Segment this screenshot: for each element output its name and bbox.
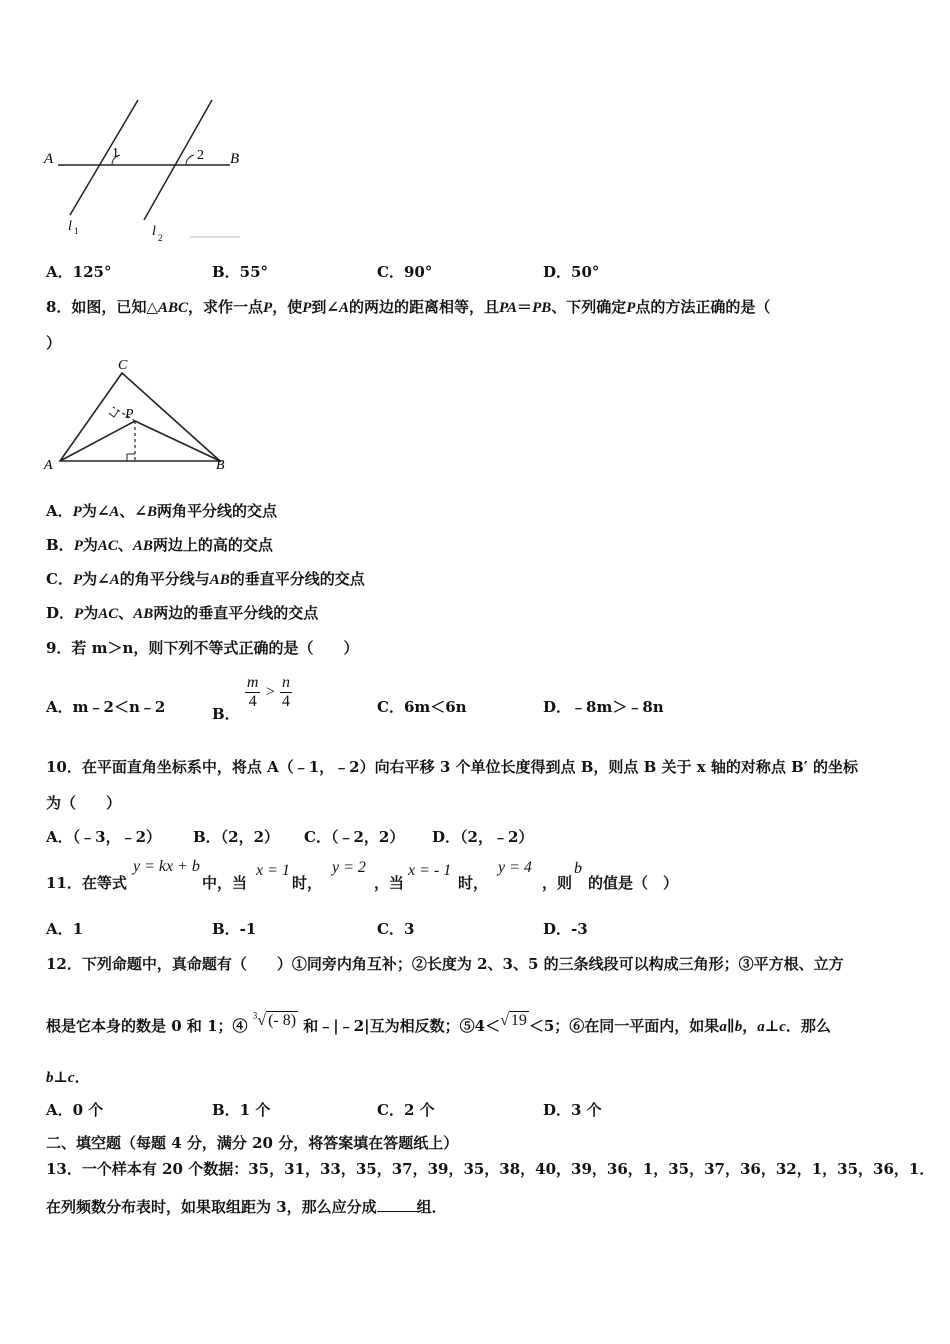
- answer-blank[interactable]: [377, 1197, 417, 1212]
- q11-text: ，当: [374, 874, 405, 892]
- radicand: 19: [510, 1012, 527, 1029]
- q11-option-b: B．-1: [212, 920, 257, 938]
- var-b: B: [146, 504, 157, 520]
- segment-pb: [135, 421, 220, 461]
- q12-text: ．那么: [785, 1017, 831, 1035]
- right-angle-mark-ab: [127, 454, 135, 461]
- q9-option-d: D．﹣8m＞﹣8n: [543, 698, 664, 716]
- q8-text: 8．如图，已知△: [46, 298, 158, 316]
- q8-var-p: P: [626, 300, 636, 316]
- q11-x-eq-1: x = 1: [256, 862, 290, 879]
- sqrt-expression: √ 19: [500, 1012, 527, 1029]
- label-angle-1: 1: [112, 146, 119, 161]
- q12-option-d: D．3 个: [543, 1101, 602, 1119]
- section-2-title: 二、填空题（每题 4 分，满分 20 分，将答案填在答题纸上）: [46, 1134, 459, 1152]
- q12-option-a: A．0 个: [46, 1101, 104, 1119]
- q11-option-c: C．3: [377, 920, 415, 938]
- q7-parallel-lines-figure: [40, 95, 255, 245]
- q11-equation: y = kx + b: [133, 858, 200, 875]
- q12-text: ＜5；⑥在同一平面内，如果: [528, 1017, 720, 1035]
- var-p: P: [74, 606, 84, 622]
- denominator: 4: [281, 693, 290, 710]
- q8-text: ，求作一点: [188, 298, 264, 316]
- option-text: 、∠: [119, 502, 147, 520]
- relation: >: [265, 683, 275, 701]
- q11-option-a: A．1: [46, 920, 84, 938]
- right-angle-mark-ac: [109, 411, 118, 417]
- q11-text: ，则: [542, 874, 573, 892]
- q12-text: ，: [742, 1017, 758, 1035]
- q8-var-p: P: [263, 300, 273, 316]
- q11-stem: 11．在等式: [46, 874, 127, 892]
- q9-option-c: C．6m＜6n: [377, 698, 467, 716]
- q8-text: 点的方法正确的是（: [635, 298, 771, 316]
- q13-stem-line2: [46, 1196, 447, 1217]
- option-text: 为: [83, 604, 99, 622]
- option-prefix: A．: [46, 502, 73, 520]
- cube-root-expression: $^3$√ (- 8): [252, 1010, 297, 1029]
- fraction-n-over-4: [280, 674, 292, 711]
- option-text: 为∠: [82, 570, 110, 588]
- q12-option-c: C．2 个: [377, 1101, 435, 1119]
- var-ab: AB: [132, 538, 153, 554]
- label-b: B: [230, 151, 240, 167]
- line-l1: [70, 100, 138, 215]
- option-prefix: B．: [46, 536, 74, 554]
- q8-option-d: [46, 602, 318, 623]
- option-text: 两角平分线的交点: [157, 502, 278, 520]
- q8-stem-close: ）: [46, 334, 62, 352]
- option-prefix: B．: [212, 704, 240, 723]
- label-p: P: [125, 407, 134, 422]
- var-a: a: [719, 1019, 727, 1035]
- label-l2: l: [152, 224, 156, 239]
- perpendicular-symbol: ⊥: [53, 1068, 68, 1086]
- q8-text: 的两边的距离相等，且: [348, 298, 499, 316]
- option-text: 、: [117, 536, 133, 554]
- q11-text: 时，: [458, 874, 489, 892]
- q11-text: 时，: [292, 874, 323, 892]
- q8-option-b: [46, 534, 273, 555]
- q11-var-b: b: [574, 860, 582, 877]
- q8-var-p: P: [302, 300, 312, 316]
- var-a: A: [109, 572, 120, 588]
- var-b: b: [734, 1019, 743, 1035]
- q12-stem-line2: [46, 1010, 831, 1036]
- q11-x-eq-neg1: x = - 1: [408, 862, 452, 879]
- q12-text: 和﹣|﹣2|互为相反数；⑤4＜: [303, 1017, 501, 1035]
- label-angle-2: 2: [197, 148, 204, 163]
- option-text: 的角平分线与: [119, 570, 210, 588]
- q8-equals: ＝: [517, 298, 533, 316]
- var-ab: AB: [133, 606, 154, 622]
- var-b: b: [46, 1070, 54, 1086]
- var-ac: AC: [98, 606, 119, 622]
- numerator: n: [281, 674, 290, 691]
- label-l2-sub: 2: [158, 233, 163, 243]
- option-text: 的垂直平分线的交点: [229, 570, 365, 588]
- q13-stem-line1: 13．一个样本有 20 个数据：35，31，33，35，37，39，35，38，40，39，36，1，35，37，36，32，1，35，36，1．: [46, 1160, 935, 1178]
- var-a: a: [757, 1019, 765, 1035]
- option-text: 两边上的高的交点: [152, 536, 273, 554]
- q10-stem-line2: 为（ ）: [46, 794, 122, 812]
- q8-var-abc: ABC: [157, 300, 188, 316]
- option-prefix: C．: [46, 570, 73, 588]
- q10-option-a: A．（﹣3，﹣2）: [46, 828, 162, 846]
- q8-var-pa: PA: [498, 300, 518, 316]
- var-p: P: [72, 572, 83, 588]
- q8-stem: [46, 296, 770, 317]
- label-c: C: [118, 358, 128, 373]
- q7-option-d: D．50°: [543, 263, 600, 281]
- var-ac: AC: [97, 538, 118, 554]
- radicand: (- 8): [268, 1012, 297, 1029]
- q8-text: 、下列确定: [551, 298, 627, 316]
- segment-ap: [60, 421, 135, 461]
- q11-y-eq-4: y = 4: [498, 859, 532, 876]
- var-p: P: [73, 538, 83, 554]
- q11-text: 中，当: [202, 874, 248, 892]
- q7-option-b: B．55°: [212, 263, 269, 281]
- angle-2-arc: [186, 155, 194, 165]
- q8-triangle-figure: [40, 356, 240, 476]
- root-index: 3: [252, 1010, 258, 1021]
- q12-option-b: B．1 个: [212, 1101, 271, 1119]
- denominator: 4: [248, 693, 257, 710]
- q10-option-c: C．（﹣2，2）: [304, 828, 405, 846]
- q7-option-c: C．90°: [377, 263, 433, 281]
- q9-stem: 9．若 m＞n，则下列不等式正确的是（ ）: [46, 639, 359, 657]
- q8-option-c: [46, 568, 365, 589]
- label-b: B: [216, 458, 225, 473]
- var-ab: AB: [209, 572, 230, 588]
- label-l1: l: [68, 219, 72, 234]
- fraction-m-over-4: [245, 674, 261, 711]
- option-prefix: D．: [46, 604, 75, 622]
- q8-text: ，使: [272, 298, 303, 316]
- var-p: P: [72, 504, 82, 520]
- option-text: 为∠: [81, 502, 110, 520]
- q13-text: 组．: [416, 1198, 447, 1216]
- q10-option-b: B．（2，2）: [193, 828, 280, 846]
- q8-option-a: [46, 500, 277, 521]
- q12-text: 根是它本身的数是 0 和 1；④: [46, 1017, 248, 1035]
- q9-option-a: A．m﹣2＜n﹣2: [46, 698, 166, 716]
- label-a: A: [44, 151, 54, 167]
- parallel-symbol: ∥: [726, 1017, 735, 1035]
- q8-text: 到∠: [311, 298, 339, 316]
- q9-option-b: [212, 674, 292, 723]
- q8-var-a: A: [338, 300, 349, 316]
- q10-stem-line1: 10．在平面直角坐标系中，将点 A（﹣1，﹣2）向右平移 3 个单位长度得到点 B，则点 B 关于 x 轴的对称点 B′ 的坐标: [46, 758, 858, 776]
- var-c: c: [779, 1019, 786, 1035]
- q12-text: ．: [74, 1068, 90, 1086]
- option-text: 两边的垂直平分线的交点: [153, 604, 319, 622]
- numerator: m: [246, 674, 259, 691]
- option-text: 、: [118, 604, 134, 622]
- q13-text: 在列频数分布表时，如果取组距为 3，那么应分成: [46, 1198, 377, 1216]
- label-a: A: [44, 458, 53, 473]
- q11-y-eq-2: y = 2: [332, 859, 366, 876]
- q11-option-d: D．-3: [543, 920, 588, 938]
- q12-stem-line1: 12．下列命题中，真命题有（ ）①同旁内角互补；②长度为 2、3、5 的三条线段可以构成三角形；③平方根、立方: [46, 955, 844, 973]
- option-text: 为: [82, 536, 98, 554]
- q12-stem-line3: [46, 1066, 90, 1087]
- q11-text: 的值是（ ）: [588, 874, 679, 892]
- q7-option-a: A．125°: [46, 263, 112, 281]
- var-a: A: [109, 504, 120, 520]
- q8-var-pb: PB: [532, 300, 552, 316]
- perpendicular-symbol: ⊥: [764, 1017, 780, 1035]
- q10-option-d: D．（2，﹣2）: [432, 828, 534, 846]
- label-l1-sub: 1: [74, 226, 79, 236]
- var-c: c: [67, 1070, 75, 1086]
